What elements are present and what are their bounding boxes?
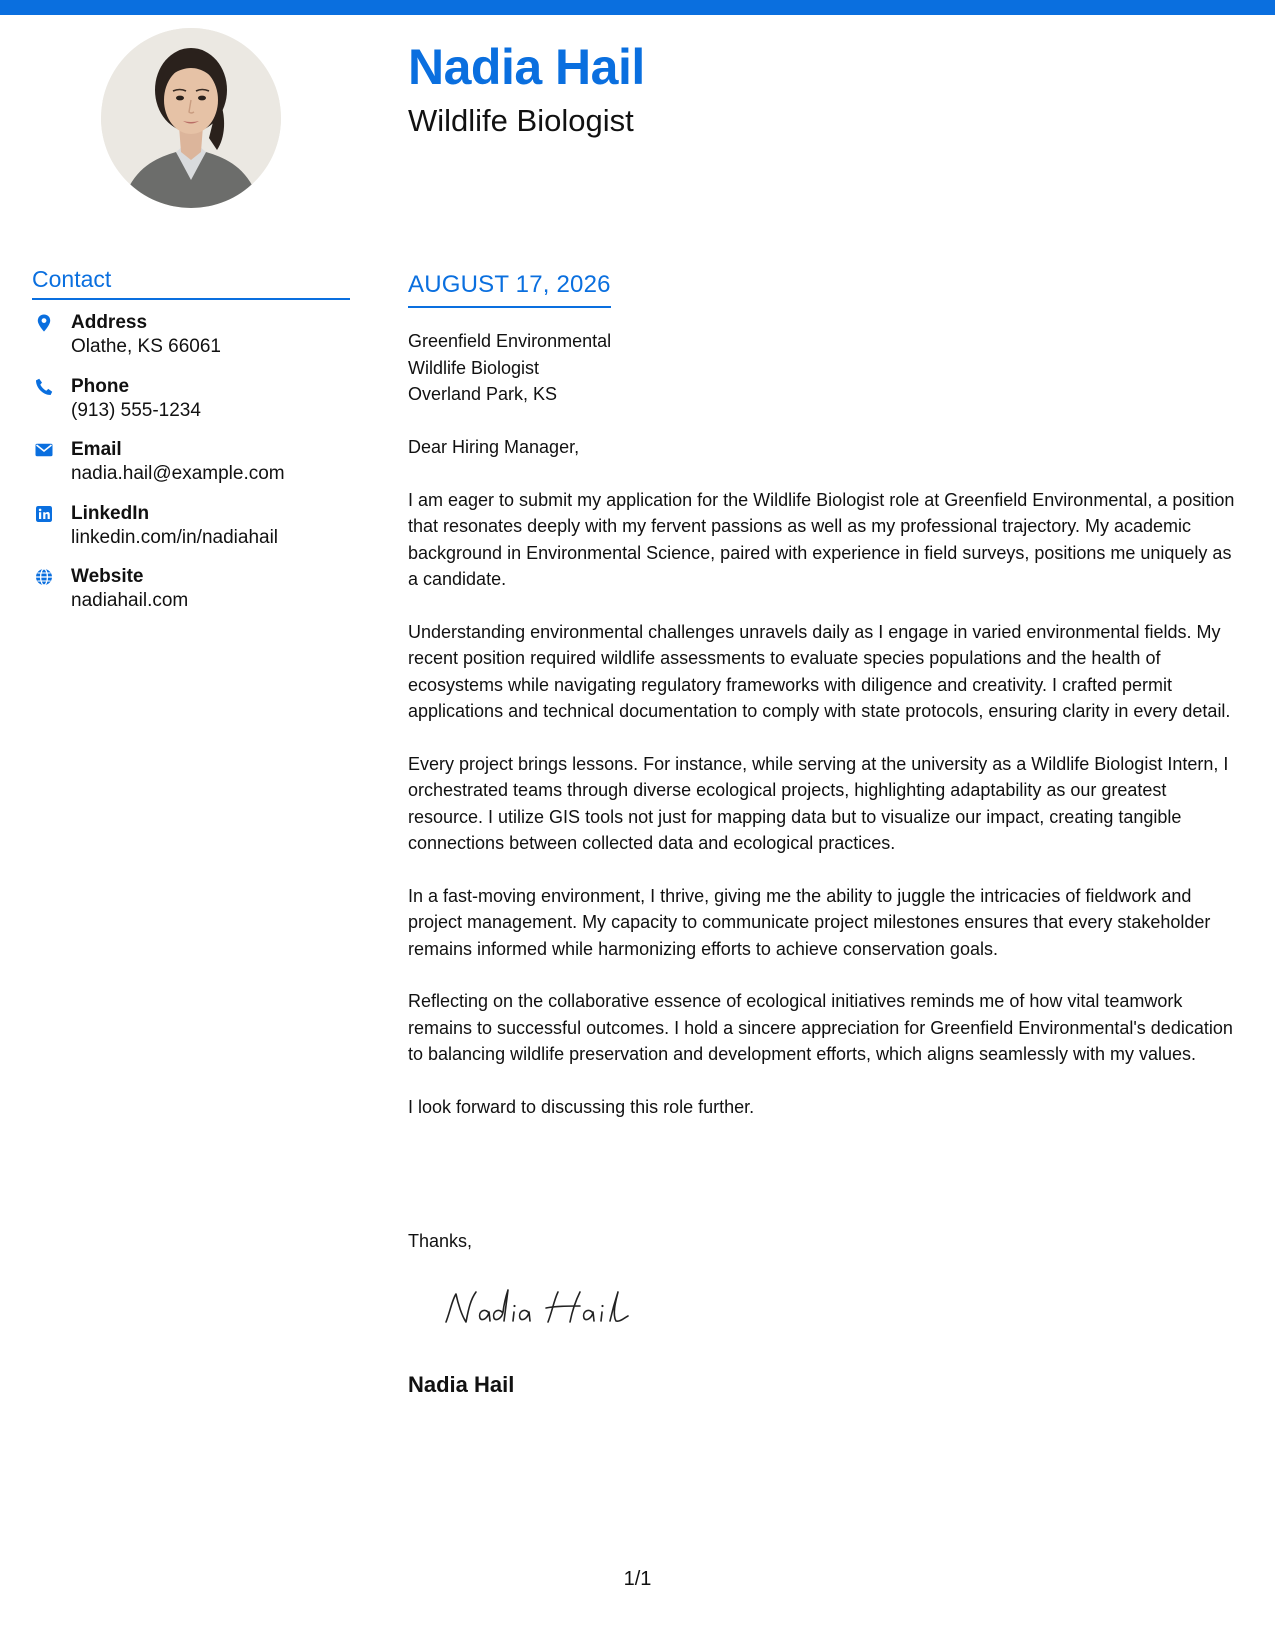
recipient-location: Overland Park, KS	[408, 384, 558, 404]
recipient-position: Wildlife Biologist	[408, 357, 540, 378]
contact-value[interactable]: nadia.hail@example.com	[71, 463, 285, 484]
body-paragraph: I am eager to submit my application for the Wildlife Biologist role at Greenfield Environmental, a position that resonates deeply with my fervent passions as well as my professional trajectory. My academic background in Environmental Science, paired with experience in field surveys, positions me uniquely as a candidate.	[408, 489, 1235, 589]
letter-date: AUGUST 17, 2026	[408, 271, 611, 308]
applicant-role: Wildlife Biologist	[408, 103, 634, 138]
applicant-name: Nadia Hail	[408, 39, 645, 95]
contact-item-address	[32, 311, 362, 375]
greeting: Dear Hiring Manager,	[408, 437, 580, 457]
body-paragraph: I look forward to discussing this role further.	[408, 1096, 755, 1117]
body-paragraph: Understanding environmental challenges unravels daily as I engage in varied environmental fields. My recent position required wildlife assessments to evaluate species populations and the health of ecosystems while navigating regulatory frameworks with diligence and creativity. I crafted permit applications and technical documentation to comply with state protocols, ensuring clarity in every detail.	[408, 621, 1231, 721]
contact-value[interactable]: nadiahail.com	[71, 590, 189, 611]
letter-body	[408, 434, 1242, 1146]
contact-item-email	[32, 438, 362, 502]
contact-label: Phone	[71, 375, 130, 397]
closing: Thanks,	[408, 1231, 473, 1251]
contact-item-phone	[32, 375, 362, 439]
top-accent-bar	[0, 0, 1275, 15]
handwritten-signature	[440, 1282, 640, 1332]
body-paragraph: Reflecting on the collaborative essence of ecological initiatives reminds me of how vital teamwork remains to successful outcomes. I hold a sincere appreciation for Greenfield Environmental's dedication to balancing wildlife preservation and development efforts, which aligns seamlessly with my values.	[408, 991, 1233, 1064]
contact-label: Website	[71, 566, 144, 587]
recipient-company: Greenfield Environmental	[408, 331, 612, 351]
contact-value[interactable]: linkedin.com/in/nadiahail	[71, 526, 279, 548]
globe-icon	[34, 567, 54, 587]
contact-list	[32, 311, 362, 629]
contact-value: Olathe, KS 66061	[71, 336, 221, 357]
linkedin-icon	[34, 504, 54, 524]
contact-item-website	[32, 565, 362, 629]
page-number: 1/1	[623, 1568, 652, 1590]
signer-name: Nadia Hail	[408, 1372, 515, 1397]
body-paragraph: In a fast-moving environment, I thrive, giving me the ability to juggle the intricacies of fieldwork and project management. My capacity to communicate project milestones ensures that every stakeholder remains informed while harmonizing efforts to achieve conservation goals.	[408, 885, 1211, 959]
phone-icon	[34, 377, 54, 397]
contact-label: Email	[71, 439, 122, 460]
contact-label: Address	[71, 312, 148, 333]
contact-label: LinkedIn	[71, 502, 150, 524]
contact-heading: Contact	[32, 266, 350, 300]
contact-value: (913) 555-1234	[71, 399, 201, 421]
body-paragraph: Every project brings lessons. For instance, while serving at the university as a Wildlife Biologist Intern, I orchestrated teams through diverse ecological projects, highlighting adaptability as our greatest resource. I utilize GIS tools not just for mapping data but to visualize our impact, creating tangible connections between collected data and ecological practices.	[408, 753, 1229, 853]
map-pin-icon	[34, 313, 54, 333]
contact-item-linkedin	[32, 502, 362, 566]
recipient-block	[408, 328, 611, 408]
email-icon	[34, 440, 54, 460]
profile-photo	[101, 28, 281, 208]
